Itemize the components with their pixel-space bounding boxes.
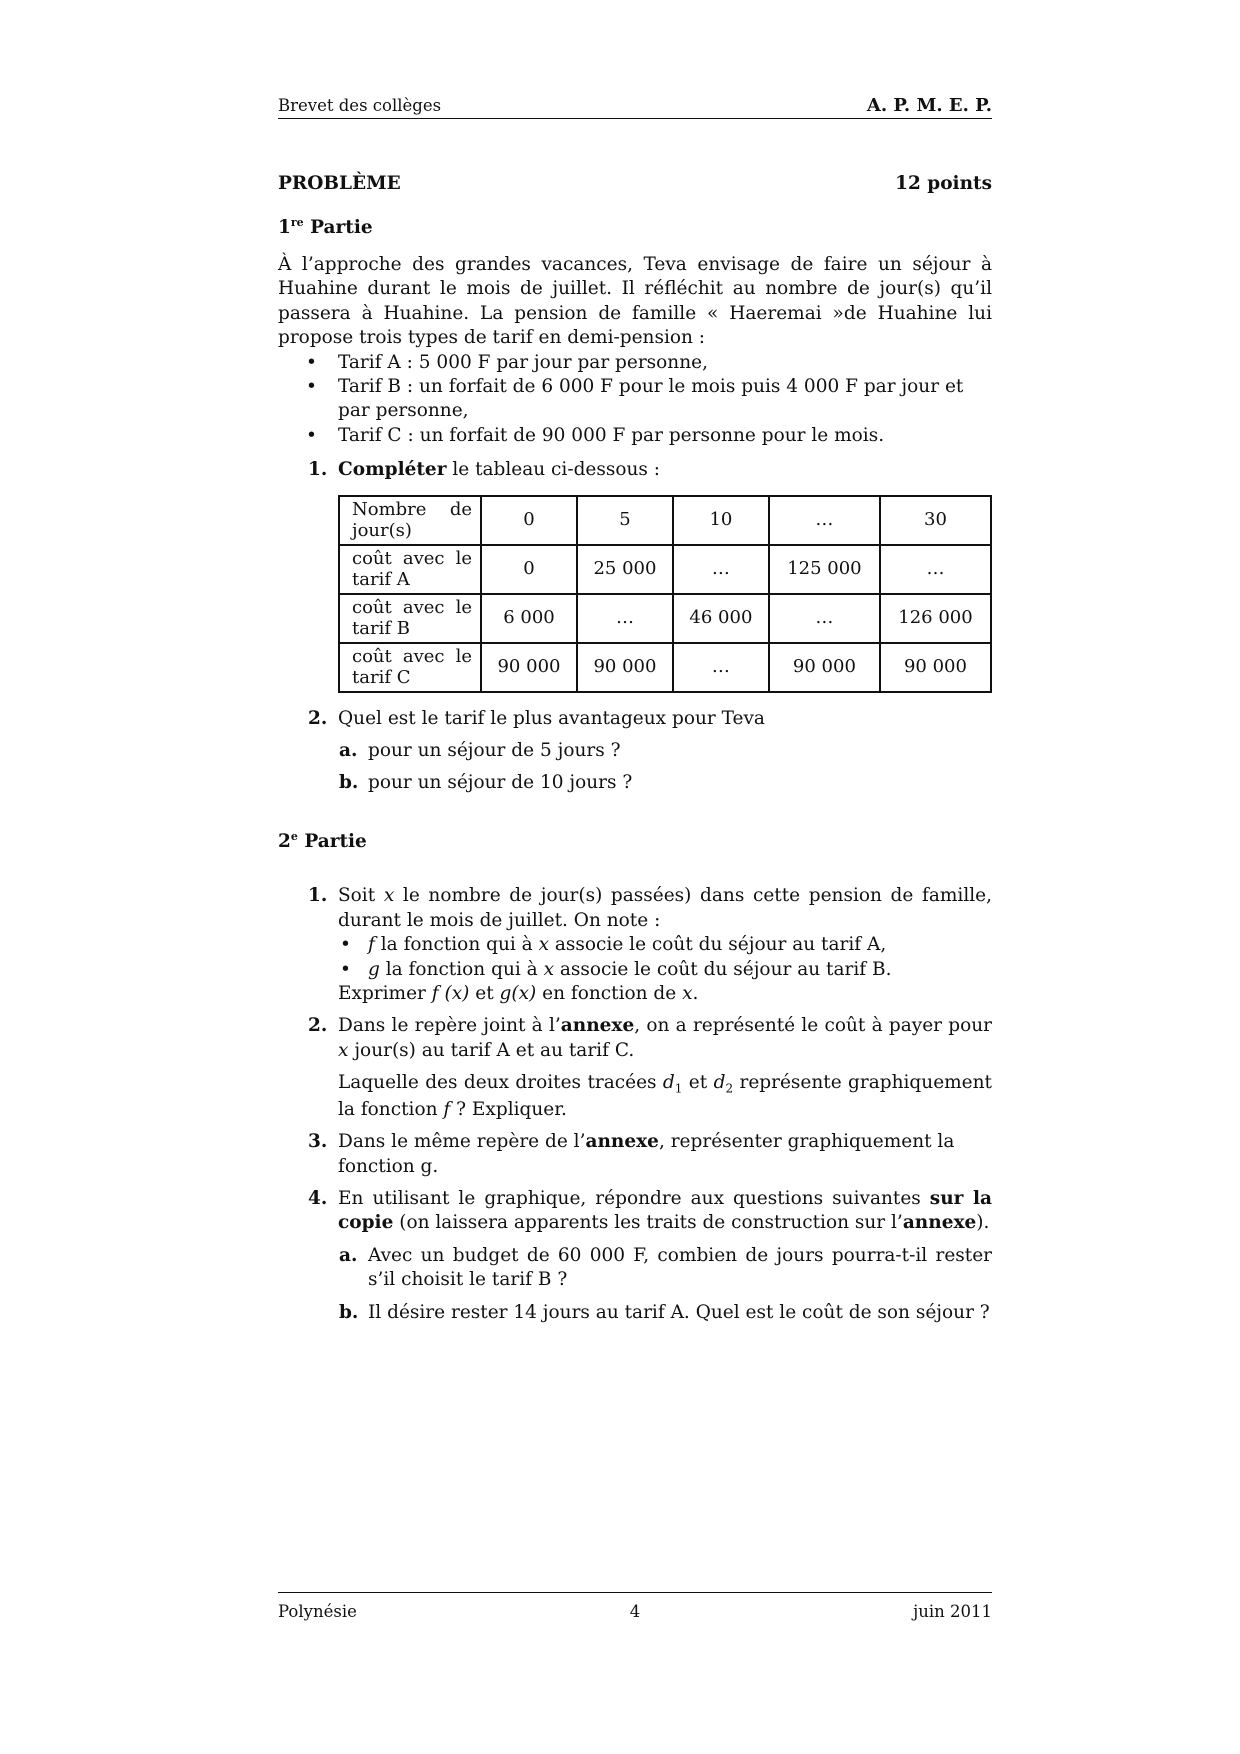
part1-question-2a: a. pour un séjour de 5 jours ? (339, 740, 621, 762)
part1-question-2b: b. pour un séjour de 10 jours ? (339, 772, 633, 794)
part2-question-4: 4. En utilisant le graphique, répondre aux questions suivantes sur la copie (on laissera apparents les traits de construction sur l’annexe). (308, 1187, 993, 1234)
table-cell: … (769, 496, 880, 545)
part2-title: 2e Partie (278, 829, 367, 852)
header-left: Brevet des collèges (278, 96, 442, 115)
part1-title: 1re Partie (278, 216, 373, 239)
table-row (339, 545, 991, 594)
part1-question-1: 1. Compléter le tableau ci-dessous : (308, 459, 661, 481)
page-content (278, 172, 992, 1325)
table-cell: 30 (880, 496, 991, 545)
table-cell: 6 000 (481, 594, 577, 643)
table-cell: 90 000 (880, 643, 991, 692)
table-row-label: coût avec le tarif A (339, 545, 481, 594)
footer-rule (278, 1592, 992, 1593)
footer-left: Polynésie (278, 1602, 357, 1621)
part2-question-1: 1. Soit x le nombre de jour(s) passées) dans cette pension de famille, durant le mois de juillet. On note : (308, 885, 992, 931)
cost-table (338, 495, 992, 693)
tarif-item: • Tarif A : 5 000 F par jour par personne, (306, 351, 992, 375)
part2-question-4a: a. Avec un budget de 60 000 F, combien de jours pourra-t-il rester s’il choisit le tarif B ? (339, 1244, 992, 1291)
table-row (339, 594, 991, 643)
header-right: A. P. M. E. P. (866, 95, 992, 116)
table-cell: … (769, 594, 880, 643)
table-cell: … (673, 643, 769, 692)
table-cell: 125 000 (769, 545, 880, 594)
function-definitions (278, 933, 992, 982)
document-page (278, 0, 992, 1754)
part1-question-2: 2. Quel est le tarif le plus avantageux pour Teva (308, 707, 765, 729)
table-cell: … (577, 594, 673, 643)
footer-right: juin 2011 (913, 1602, 992, 1621)
table-cell: … (880, 545, 991, 594)
table-row (339, 496, 991, 545)
header-rule (278, 118, 992, 119)
list-item: • f la fonction qui à x associe le coût du séjour au tarif A, (338, 933, 992, 957)
tarif-item: • Tarif B : un forfait de 6 000 F pour le mois puis 4 000 F par jour et par personne, (306, 375, 992, 424)
page-header (278, 94, 992, 118)
table-row (339, 643, 991, 692)
part1-intro: À l’approche des grandes vacances, Teva envisage de faire un séjour à Huahine durant le mois de juillet. Il réfléchit au nombre de jour(s) qu’il passera à Huahine. La pension de famille « Haeremai »de Huahine lui propose trois types de tarif en demi-pension : (278, 253, 992, 349)
problem-points: 12 points (895, 173, 992, 194)
table-cell: 5 (577, 496, 673, 545)
table-cell: 10 (673, 496, 769, 545)
table-cell: 0 (481, 496, 577, 545)
part2-question-1-express: Exprimer f (x) et g(x) en fonction de x. (338, 983, 699, 1005)
table-cell: 25 000 (577, 545, 673, 594)
table-header-label: Nombre de jour(s) (339, 496, 481, 545)
page-footer (278, 1601, 992, 1623)
table-cell: 90 000 (577, 643, 673, 692)
table-cell: 0 (481, 545, 577, 594)
table-row-label: coût avec le tarif C (339, 643, 481, 692)
part2-question-3: 3. Dans le même repère de l’annexe, représenter graphiquement la fonction g. (308, 1131, 955, 1177)
tarif-list (278, 351, 992, 449)
table-cell: 90 000 (769, 643, 880, 692)
table-cell: 46 000 (673, 594, 769, 643)
table-row-label: coût avec le tarif B (339, 594, 481, 643)
part2-question-4b: b. Il désire rester 14 jours au tarif A. Quel est le coût de son séjour ? (339, 1301, 990, 1323)
table-cell: … (673, 545, 769, 594)
part2-question-2: 2. Dans le repère joint à l’annexe, on a représenté le coût à payer pour x jour(s) au tarif A et au tarif C. (308, 1015, 992, 1061)
page-number: 4 (629, 1602, 641, 1621)
list-item: • g la fonction qui à x associe le coût du séjour au tarif B. (338, 958, 992, 982)
problem-heading (278, 172, 992, 196)
problem-title: PROBLÈME (278, 173, 401, 194)
table-cell: 126 000 (880, 594, 991, 643)
tarif-item: • Tarif C : un forfait de 90 000 F par personne pour le mois. (306, 424, 992, 448)
part2-question-2-detail: Laquelle des deux droites tracées $d_1$ et $d_2$ représente graphiquement la fonction f ? Expliquer. (338, 1072, 992, 1120)
table-cell: 90 000 (481, 643, 577, 692)
